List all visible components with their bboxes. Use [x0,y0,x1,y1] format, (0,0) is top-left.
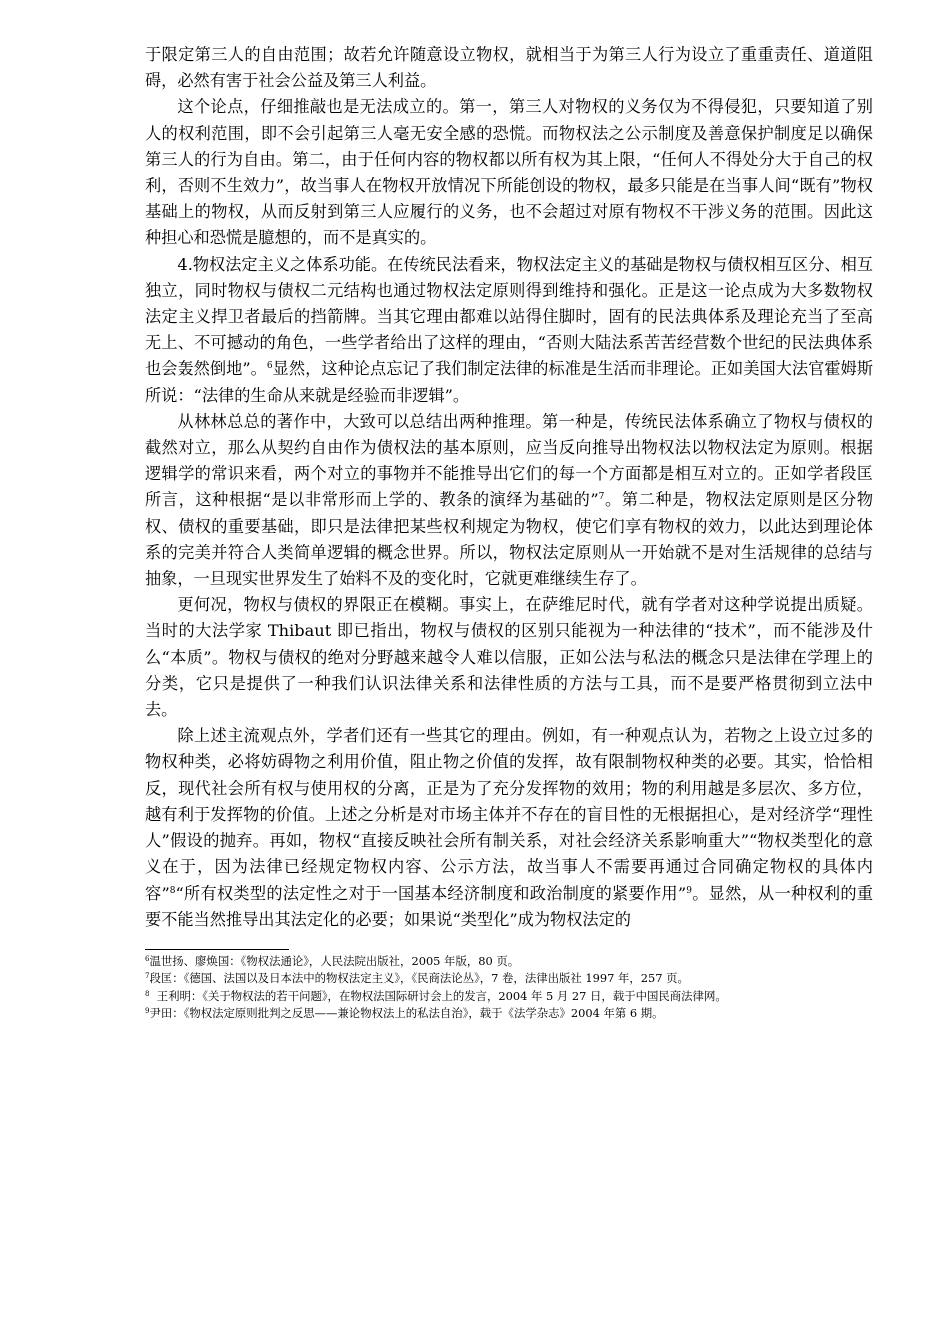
body-text [145,42,873,933]
footnote-number: 7 [145,972,150,981]
footnote [145,970,873,987]
paragraph-text: 从林林总总的著作中，大致可以总结出两种推理。第一种是，传统民法体系确立了物权与债权的截然对立，那么从契约自由作为债权法的基本原则，应当反向推导出物权法以物权法定为原则。根据逻辑学的常识来看，两个对立的事物并不能推导出它们的每一个方面都是相互对立的。正如学者段匡所言，这种根据“是以非常形而上学的、教条的演绎为基础的” [145,411,873,510]
footnotes [145,953,873,1023]
footnote-separator [145,949,289,950]
paragraph-text: 。第二种是，物权法定原则是区分物权、债权的重要基础，即只是法律把某些权利规定为物权，使它们享有物权的效力，以此达到理论体系的完美并符合人类简单逻辑的概念世界。所以，物权法定原则从一开始就不是对生活规律的总结与抽象，一旦现实世界发生了始料不及的变化时，它就更难继续生存了。 [145,490,874,589]
footnote-text: 温世扬、廖焕国：《物权法通论》，人民法院出版社，2005 年版，80 页。 [149,953,520,968]
footnote-reference[interactable]: 8 [169,885,176,896]
footnote-reference[interactable]: 9 [686,885,692,896]
footnote-text: 尹田：《物权法定原则批判之反思——兼论物权法上的私法自治》，载于《法学杂志》2004 年第 6 期。 [149,1006,664,1021]
footnote [145,953,873,970]
footnote [145,988,873,1005]
paragraph-text: 更何况，物权与债权的界限正在模糊。事实上，在萨维尼时代，就有学者对这种学说提出质疑。当时的大法学家 Thibaut 即已指出，物权与债权的区别只能视为一种法律的“技术”，而不能涉及什么“本质”。物权与债权的绝对分野越来越令人难以信服，正如公法与私法的概念只是法律在学理上的分类，它只是提供了一种我们认识法律关系和法律性质的方法与工具，而不是要严格贯彻到立法中去。 [145,595,873,720]
paragraph [145,42,873,94]
footnote-number: 6 [145,954,150,963]
footnote-reference[interactable]: 7 [598,492,605,503]
paragraph [145,409,873,592]
footnote-text: 王利明：《关于物权法的若干问题》，在物权法国际研讨会上的发言，2004 年 5 月 27 日，载于中国民商法律网。 [149,988,727,1003]
paragraph-text: 显然，这种论点忘记了我们制定法律的标准是生活而非理论。正如美国大法官霍姆斯所说：“法律的生命从来就是经验而非逻辑”。 [145,359,874,405]
paragraph [145,94,873,251]
paragraph-text: 于限定第三人的自由范围；故若允许随意设立物权，就相当于为第三人行为设立了重重责任、道道阻碍，必然有害于社会公益及第三人利益。 [145,45,873,91]
paragraph-text: 这个论点，仔细推敲也是无法成立的。第一，第三人对物权的义务仅为不得侵犯，只要知道了别人的权利范围，即不会引起第三人毫无安全感的恐慌。而物权法之公示制度及善意保护制度足以确保第三人的行为自由。第二，由于任何内容的物权都以所有权为其上限，“任何人不得处分大于自己的权利，否则不生效力”，故当事人在物权开放情况下所能创设的物权，最多只能是在当事人间“既有”物权基础上的物权，从而反射到第三人应履行的义务，也不会超过对原有物权不干涉义务的范围。因此这种担心和恐慌是臆想的，而不是真实的。 [145,97,873,248]
paragraph [145,723,873,933]
footnote [145,1005,873,1022]
footnote-number: 8 [145,989,150,998]
footnote-reference[interactable]: 6 [266,361,273,372]
paragraph-text: 4.物权法定主义之体系功能。在传统民法看来，物权法定主义的基础是物权与债权相互区分、相互独立，同时物权与债权二元结构也通过物权法定原则得到维持和强化。正是这一论点成为大多数物权法定主义捍卫者最后的挡箭牌。当其它理由都难以站得住脚时，固有的民法典体系及理论充当了至高无上、不可撼动的角色，一些学者给出了这样的理由，“否则大陆法系苦苦经营数个世纪的民法典体系也会轰然倒地”。 [145,254,873,379]
document-page [145,42,873,1023]
footnote-text: 段匡：《德国、法国以及日本法中的物权法定主义》，《民商法论丛》，7 卷，法律出版社 1997 年，257 页。 [149,971,689,986]
paragraph-text: “所有权类型的法定性之对于一国基本经济制度和政治制度的紧要作用” [175,883,687,903]
paragraph [145,592,873,723]
paragraph-text: 除上述主流观点外，学者们还有一些其它的理由。例如，有一种观点认为，若物之上设立过多的物权种类，必将妨碍物之利用价值，阻止物之价值的发挥，故有限制物权种类的必要。其实，恰恰相反，现代社会所有权与使用权的分离，正是为了充分发挥物的效用；物的利用越是多层次、多方位，越有利于发挥物的价值。上述之分析是对市场主体并不存在的盲目性的无根据担心，是对经济学“理性人”假设的抛弃。再如，物权“直接反映社会所有制关系，对社会经济关系影响重大”“物权类型化的意义在于，因为法律已经规定物权内容、公示方法，故当事人不需要再通过合同确定物权的具体内容” [145,726,873,903]
paragraph-text: 。显然，从一种权利的重要不能当然推导出其法定化的必要；如果说“类型化”成为物权法定的 [145,883,874,929]
footnote-number: 9 [145,1007,150,1016]
paragraph [145,252,873,409]
